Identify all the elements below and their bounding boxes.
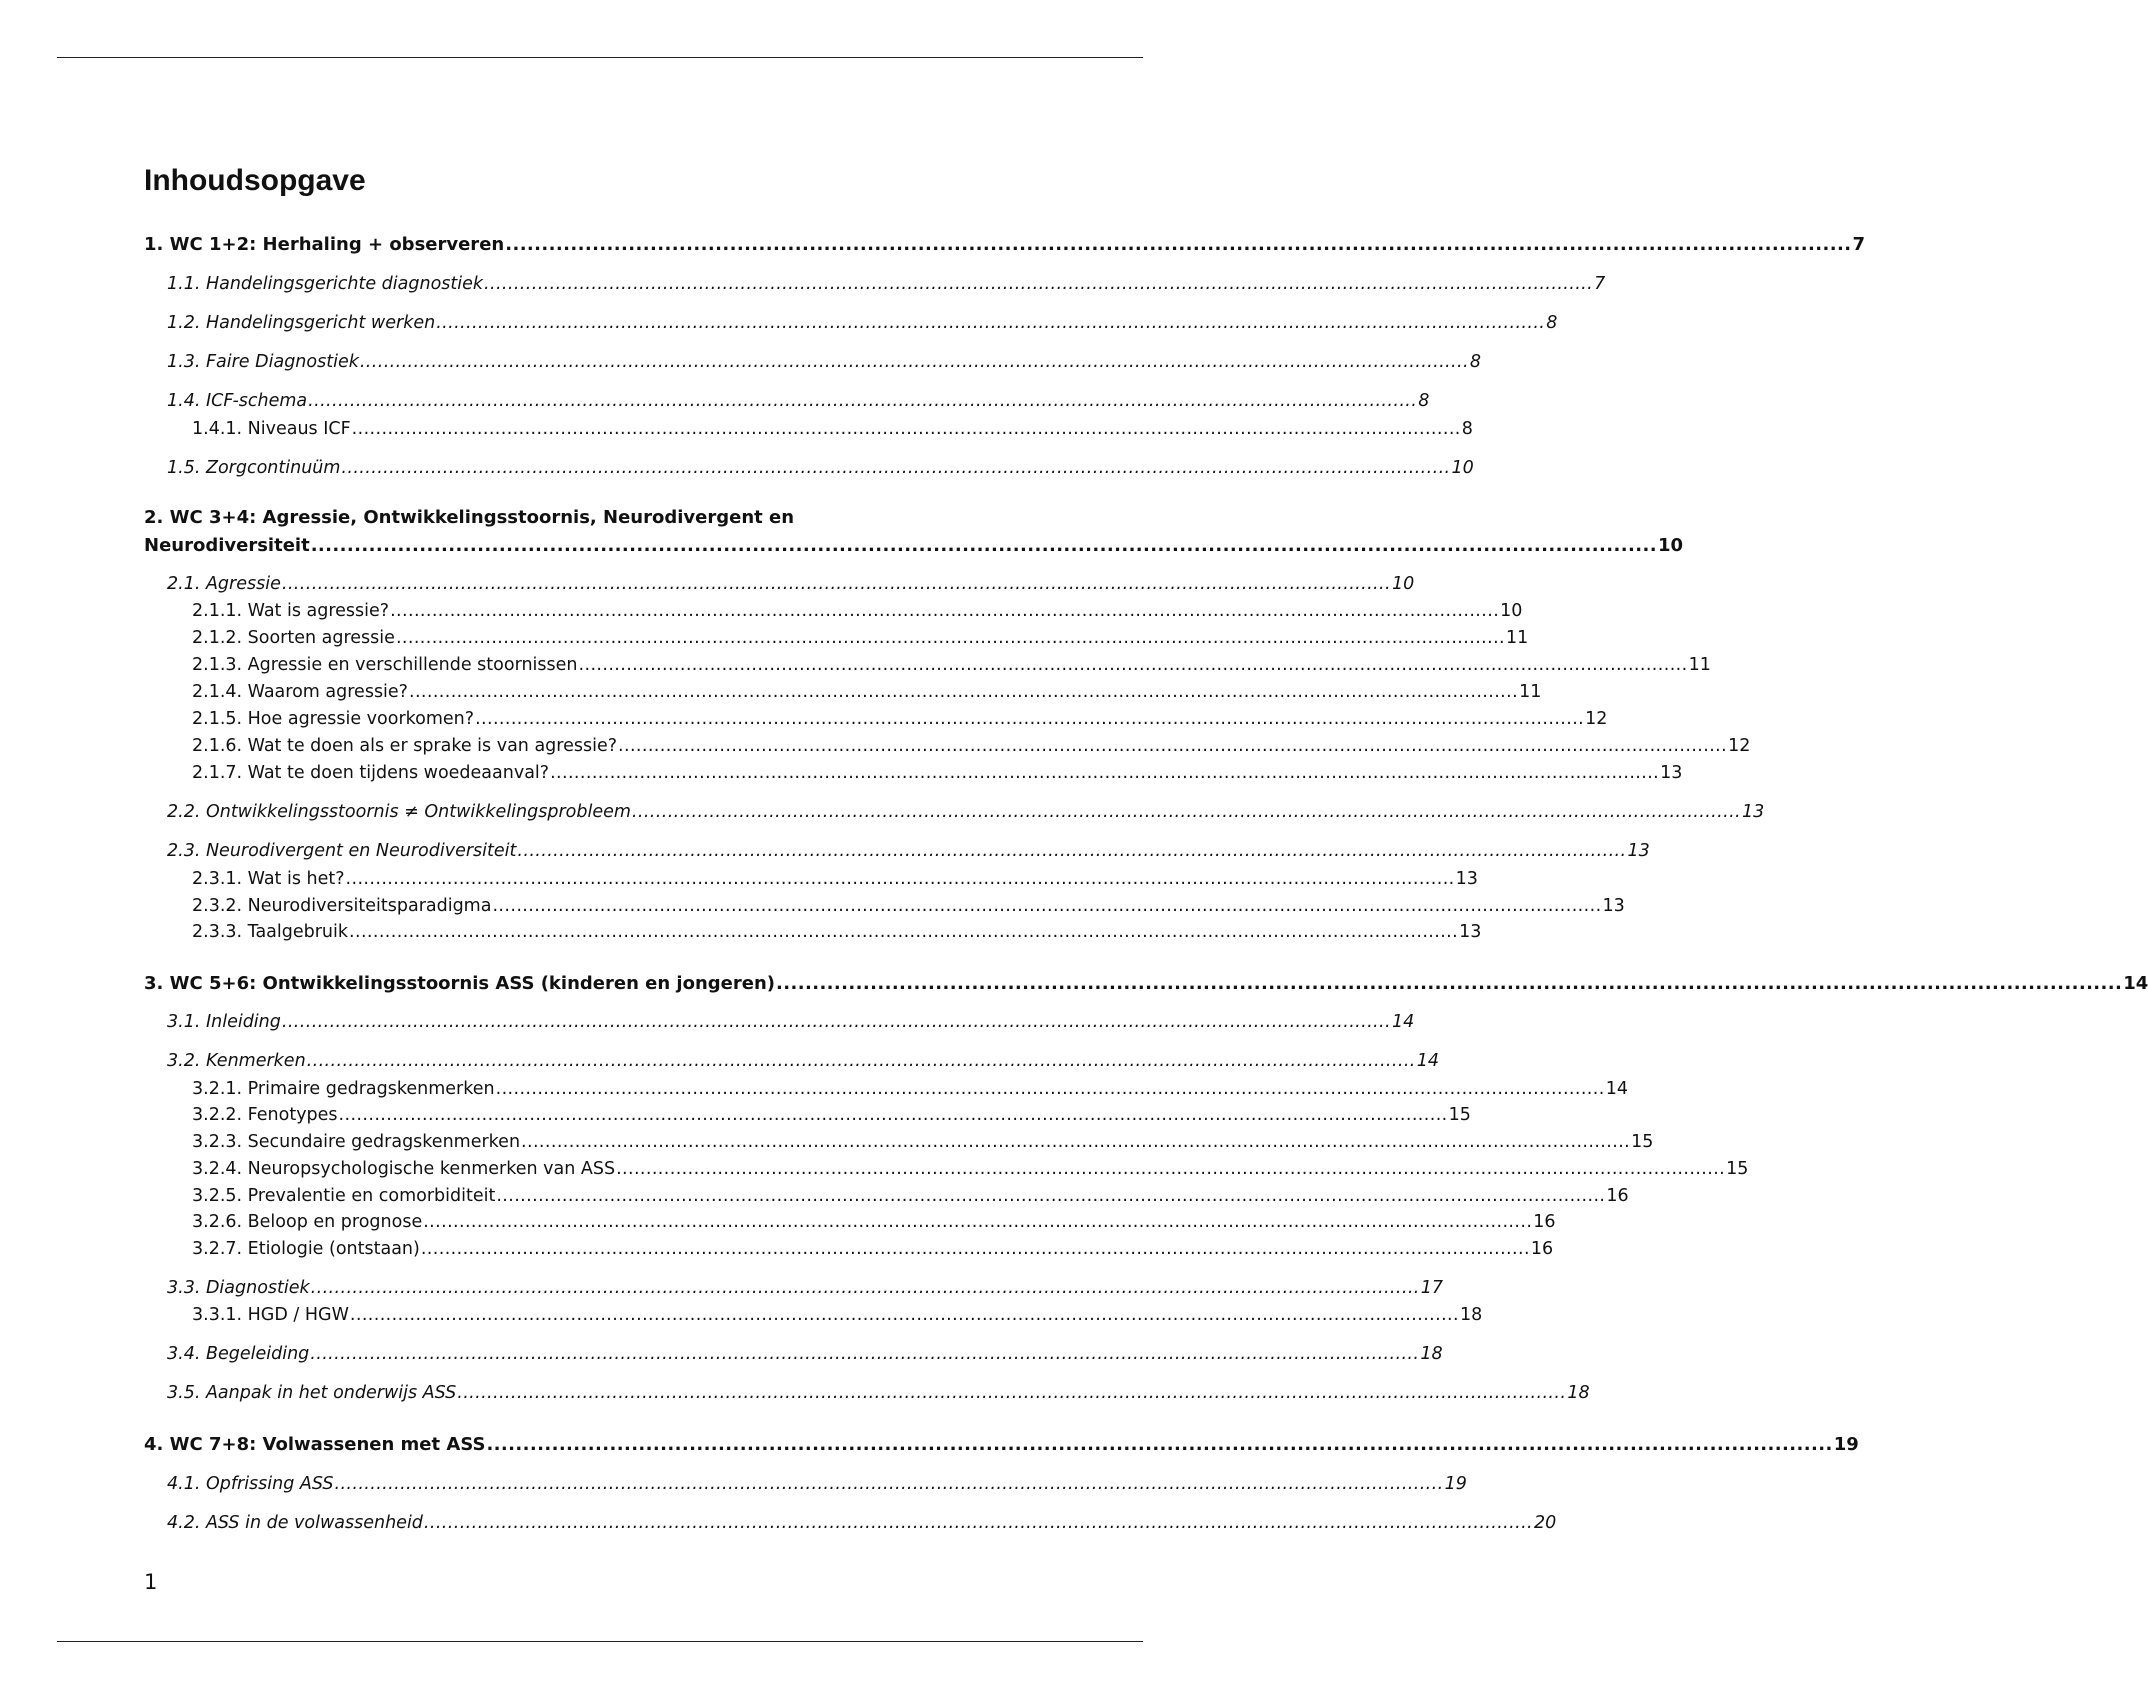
toc-entry-1-4[interactable]: 1.4. ICF-schema .......................................................................................................................................................................................... 8 xyxy=(167,391,1430,411)
toc-entry-3-2-5[interactable]: 3.2.5. Prevalentie en comorbiditeit .......................................................................................................................................................................................... 16 xyxy=(192,1186,1629,1206)
toc-entry-3-3-1[interactable]: 3.3.1. HGD / HGW .......................................................................................................................................................................................... 18 xyxy=(192,1305,1483,1325)
toc-entry-3-3[interactable]: 3.3. Diagnostiek .......................................................................................................................................................................................... 17 xyxy=(167,1278,1444,1298)
toc-entry-2-1-3[interactable]: 2.1.3. Agressie en verschillende stoornissen .......................................................................................................................................................................................... 11 xyxy=(192,655,1711,675)
toc-entry-4-2[interactable]: 4.2. ASS in de volwassenheid .......................................................................................................................................................................................... 20 xyxy=(167,1513,1557,1533)
toc-entry-2-1-7[interactable]: 2.1.7. Wat te doen tijdens woedeaanval? .......................................................................................................................................................................................... 13 xyxy=(192,763,1683,783)
toc-entry-2[interactable]: Neurodiversiteit .......................................................................................................................................................................................... 10 xyxy=(144,535,1683,556)
toc-entry-1-5[interactable]: 1.5. Zorgcontinuüm .......................................................................................................................................................................................... 10 xyxy=(167,458,1474,478)
toc-entry-3-5[interactable]: 3.5. Aanpak in het onderwijs ASS .......................................................................................................................................................................................... 18 xyxy=(167,1383,1590,1403)
toc-entry-2-1-4[interactable]: 2.1.4. Waarom agressie? .......................................................................................................................................................................................... 11 xyxy=(192,682,1542,702)
toc-entry-2-1-2[interactable]: 2.1.2. Soorten agressie .......................................................................................................................................................................................... 11 xyxy=(192,628,1529,648)
toc-entry-3-2-2[interactable]: 3.2.2. Fenotypes .......................................................................................................................................................................................... 15 xyxy=(192,1105,1471,1125)
toc-entry-2-3[interactable]: 2.3. Neurodivergent en Neurodiversiteit .......................................................................................................................................................................................... 13 xyxy=(167,841,1650,861)
page-title: Inhoudsopgave xyxy=(144,164,366,197)
toc-entry-4[interactable]: 4. WC 7+8: Volwassenen met ASS .......................................................................................................................................................................................... 19 xyxy=(144,1434,1859,1455)
toc-entry-2-line1[interactable]: 2. WC 3+4: Agressie, Ontwikkelingsstoornis, Neurodivergent en xyxy=(144,507,795,528)
toc-entry-2-1-5[interactable]: 2.1.5. Hoe agressie voorkomen? .......................................................................................................................................................................................... 12 xyxy=(192,709,1608,729)
toc-entry-2-1-1[interactable]: 2.1.1. Wat is agressie? .......................................................................................................................................................................................... 10 xyxy=(192,601,1523,621)
toc-entry-3-2-6[interactable]: 3.2.6. Beloop en prognose .......................................................................................................................................................................................... 16 xyxy=(192,1212,1556,1232)
toc-entry-2-2[interactable]: 2.2. Ontwikkelingsstoornis ≠ Ontwikkelingsprobleem .......................................................................................................................................................................................... 13 xyxy=(167,802,1765,822)
toc-entry-3-2-3[interactable]: 3.2.3. Secundaire gedragskenmerken .......................................................................................................................................................................................... 15 xyxy=(192,1132,1654,1152)
toc-entry-1-1[interactable]: 1.1. Handelingsgerichte diagnostiek .......................................................................................................................................................................................... 7 xyxy=(167,274,1606,294)
toc-entry-3-2-4[interactable]: 3.2.4. Neuropsychologische kenmerken van ASS .......................................................................................................................................................................................... 15 xyxy=(192,1159,1749,1179)
toc-entry-2-3-2[interactable]: 2.3.2. Neurodiversiteitsparadigma .......................................................................................................................................................................................... 13 xyxy=(192,896,1625,916)
toc-entry-3-1[interactable]: 3.1. Inleiding .......................................................................................................................................................................................... 14 xyxy=(167,1012,1415,1032)
toc-entry-3[interactable]: 3. WC 5+6: Ontwikkelingsstoornis ASS (kinderen en jongeren) .......................................................................................................................................................................................... 14 xyxy=(144,973,2148,994)
toc-entry-2-1-6[interactable]: 2.1.6. Wat te doen als er sprake is van agressie? .......................................................................................................................................................................................... 12 xyxy=(192,736,1751,756)
toc-entry-3-4[interactable]: 3.4. Begeleiding .......................................................................................................................................................................................... 18 xyxy=(167,1344,1443,1364)
toc-entry-3-2-7[interactable]: 3.2.7. Etiologie (ontstaan) .......................................................................................................................................................................................... 16 xyxy=(192,1239,1554,1259)
toc-entry-1-3[interactable]: 1.3. Faire Diagnostiek .......................................................................................................................................................................................... 8 xyxy=(167,352,1482,372)
page-number: 1 xyxy=(144,1570,158,1594)
toc-entry-2-3-3[interactable]: 2.3.3. Taalgebruik .......................................................................................................................................................................................... 13 xyxy=(192,922,1482,942)
toc-entry-3-2-1[interactable]: 3.2.1. Primaire gedragskenmerken .......................................................................................................................................................................................... 14 xyxy=(192,1079,1628,1099)
toc-entry-4-1[interactable]: 4.1. Opfrissing ASS .......................................................................................................................................................................................... 19 xyxy=(167,1474,1467,1494)
toc-entry-1[interactable]: 1. WC 1+2: Herhaling + observeren .......................................................................................................................................................................................... 7 xyxy=(144,234,1865,255)
toc-entry-1-4-1[interactable]: 1.4.1. Niveaus ICF .......................................................................................................................................................................................... 8 xyxy=(192,419,1473,439)
toc-entry-2-1[interactable]: 2.1. Agressie .......................................................................................................................................................................................... 10 xyxy=(167,574,1415,594)
header-rule xyxy=(57,57,1143,58)
toc-entry-1-2[interactable]: 1.2. Handelingsgericht werken .......................................................................................................................................................................................... 8 xyxy=(167,313,1558,333)
toc-entry-3-2[interactable]: 3.2. Kenmerken .......................................................................................................................................................................................... 14 xyxy=(167,1051,1440,1071)
toc-entry-2-3-1[interactable]: 2.3.1. Wat is het? .......................................................................................................................................................................................... 13 xyxy=(192,869,1478,889)
footer-rule xyxy=(57,1641,1143,1642)
